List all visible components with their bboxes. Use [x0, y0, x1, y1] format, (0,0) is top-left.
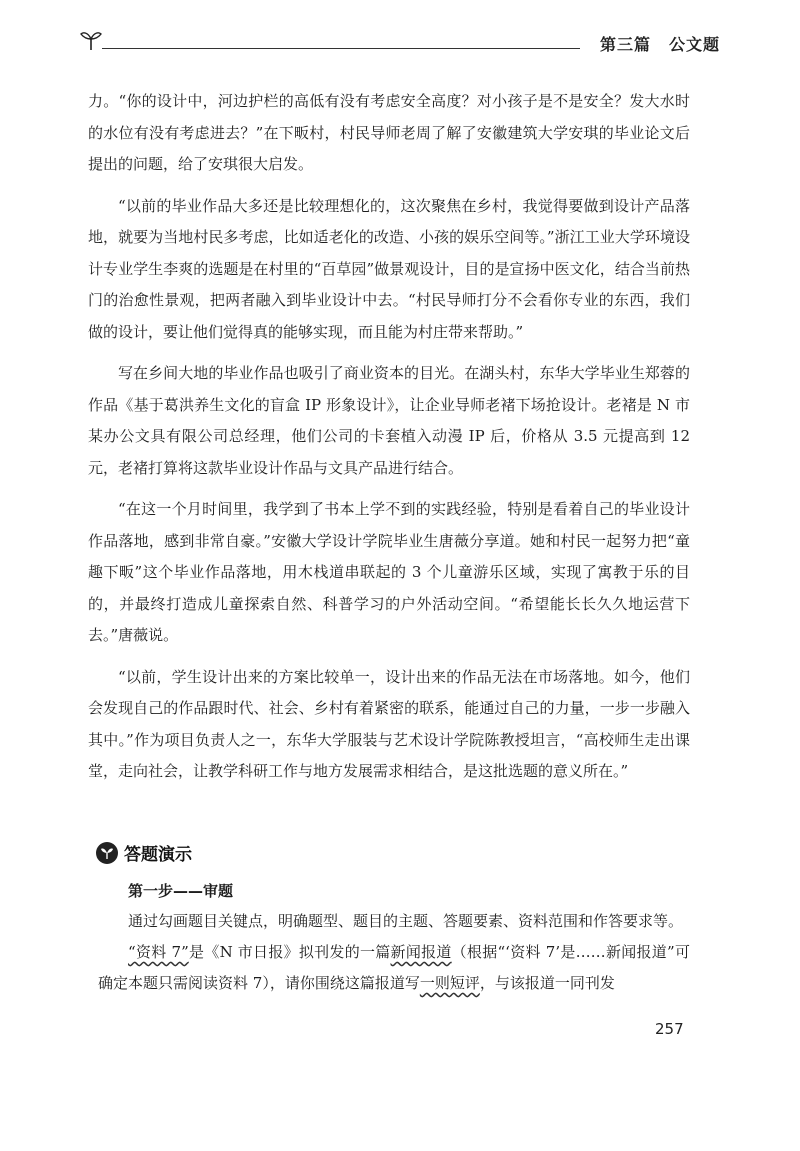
key-point: “资料 7” [128, 943, 189, 961]
header-rule [102, 48, 580, 49]
answer-body [98, 906, 690, 999]
answer-line: 通过勾画题目关键点，明确题型、题目的主题、答题要素、资料范围和作答要求等。 [128, 912, 684, 930]
key-point: 新闻报道 [390, 943, 452, 961]
header-part: 第三篇 [599, 35, 651, 54]
answer-text: 是《N 市日报》拟刊发的一篇 [188, 943, 391, 961]
answer-text: （根据“‘资料 7’是……新闻报道”可确定本题只需阅读资料 7），请你围绕这篇报道写 [98, 943, 690, 992]
header-section: 公文题 [668, 35, 720, 54]
answer-text: ，与该报道一同刊发 [479, 974, 615, 992]
paragraph: “在这一个月时间里，我学到了书本上学不到的实践经验，特别是看着自己的毕业设计作品落地，感到非常自豪。”安徽大学设计学院毕业生唐薇分享道。她和村民一起努力把“童趣下畈”这个毕业作品落地，用木栈道串联起的 3 个儿童游乐区域，实现了寓教于乐的目的，并最终打造成儿童探索自然、科普学习的户外活动空间。“希望能长长久久地运营下去。”唐薇说。 [88, 500, 690, 644]
section-title [96, 840, 192, 865]
page-header [80, 28, 720, 58]
article-body [88, 86, 690, 798]
step-title: 第一步——审题 [128, 882, 234, 900]
paragraph: 写在乡间大地的毕业作品也吸引了商业资本的目光。在湖头村，东华大学毕业生郑蓉的作品《基于葛洪养生文化的盲盒 IP 形象设计》，让企业导师老褚下场抢设计。老褚是 N 市某办公文具有限公司总经理，他们公司的卡套植入动漫 IP 后，价格从 3.5 元提高到 12 元，老褚打算将这款毕业设计作品与文具产品进行结合。 [88, 364, 690, 477]
paragraph: “以前的毕业作品大多还是比较理想化的，这次聚焦在乡村，我觉得要做到设计产品落地，就要为当地村民多考虑，比如适老化的改造、小孩的娱乐空间等。”浙江工业大学环境设计专业学生李爽的选题是在村里的“百草园”做景观设计，目的是宣扬中医文化，结合当前热门的治愈性景观，把两者融入到毕业设计中去。“村民导师打分不会看你专业的东西，我们做的设计，要让他们觉得真的能够实现，而且能为村庄带来帮助。” [88, 196, 690, 341]
section-title-text: 答题演示 [124, 845, 192, 865]
paragraph: 力。“你的设计中，河边护栏的高低有没有考虑安全高度？对小孩子是不是安全？发大水时的水位有没有考虑进去？”在下畈村，村民导师老周了解了安徽建筑大学安琪的毕业论文后提出的问题，给了安琪很大启发。 [88, 92, 690, 173]
page-number: 257 [655, 1020, 684, 1038]
key-point: 一则短评 [419, 974, 480, 992]
leaf-badge-icon [96, 842, 118, 864]
paragraph: “以前，学生设计出来的方案比较单一，设计出来的作品无法在市场落地。如今，他们会发现自己的作品跟时代、社会、乡村有着紧密的联系，能通过自己的力量，一步一步融入其中。”作为项目负责人之一，东华大学服装与艺术设计学院陈教授坦言，“高校师生走出课堂，走向社会，让教学科研工作与地方发展需求相结合，是这批选题的意义所在。” [88, 667, 690, 780]
sprout-icon [80, 28, 102, 52]
answer-line [98, 937, 690, 999]
header-title [600, 32, 720, 55]
